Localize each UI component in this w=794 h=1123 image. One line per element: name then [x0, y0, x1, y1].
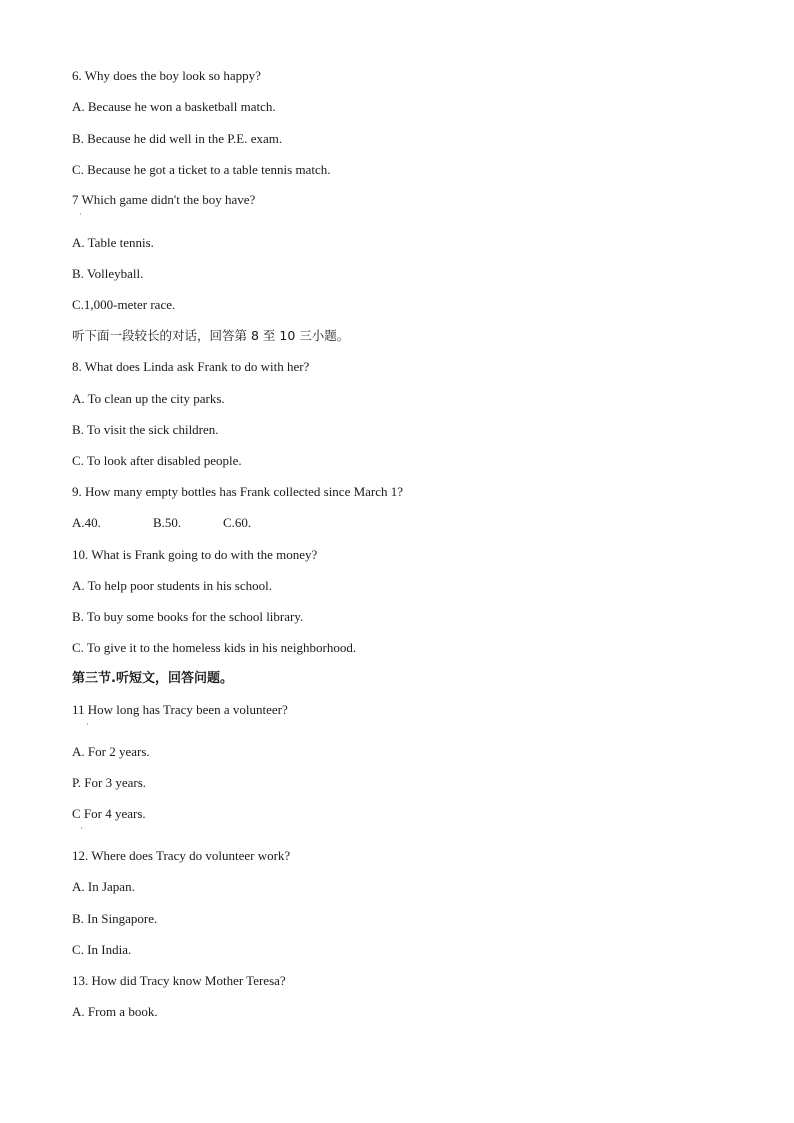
question-13-option-a: A. From a book.: [72, 1004, 158, 1019]
question-6: 6. Why does the boy look so happy?: [72, 68, 261, 83]
question-12: 12. Where does Tracy do volunteer work?: [72, 848, 291, 863]
question-8-option-b: B. To visit the sick children.: [72, 422, 219, 437]
question-11-option-b: P. For 3 years.: [72, 775, 147, 790]
question-10-option-a: A. To help poor students in his school.: [72, 578, 272, 593]
scan-dot: ·: [79, 210, 82, 219]
question-9-option-b: B.50.: [153, 515, 182, 530]
question-9-option-c: C.60.: [223, 515, 252, 530]
question-8: 8. What does Linda ask Frank to do with her?: [72, 359, 310, 374]
question-9: 9. How many empty bottles has Frank collected since March 1?: [72, 484, 404, 499]
question-6-option-b: B. Because he did well in the P.E. exam.: [72, 131, 283, 146]
scan-dot: ·: [86, 720, 89, 729]
question-7-option-c: C.1,000-meter race.: [72, 297, 176, 312]
question-10-option-b: B. To buy some books for the school library.: [72, 609, 304, 624]
question-12-option-c: C. In India.: [72, 942, 132, 957]
question-7: 7 Which game didn't the boy have?: [72, 192, 256, 207]
question-10-option-c: C. To give it to the homeless kids in his neighborhood.: [72, 640, 357, 655]
question-6-option-c: C. Because he got a ticket to a table tennis match.: [72, 162, 331, 177]
question-12-option-a: A. In Japan.: [72, 879, 135, 894]
question-9-option-a: A.40.: [72, 515, 101, 530]
question-6-option-a: A. Because he won a basketball match.: [72, 99, 276, 114]
question-10: 10. What is Frank going to do with the money?: [72, 547, 318, 562]
question-7-option-a: A. Table tennis.: [72, 235, 154, 250]
scan-dot: ·: [80, 824, 83, 833]
question-11-option-c: C For 4 years.: [72, 806, 146, 821]
question-13: 13. How did Tracy know Mother Teresa?: [72, 973, 286, 988]
question-7-option-b: B. Volleyball.: [72, 266, 144, 281]
section-instruction: 听下面一段较长的对话，回答第 8 至 10 三小题。: [72, 328, 350, 343]
question-11-option-a: A. For 2 years.: [72, 744, 150, 759]
question-8-option-a: A. To clean up the city parks.: [72, 391, 225, 406]
question-8-option-c: C. To look after disabled people.: [72, 453, 242, 468]
question-12-option-b: B. In Singapore.: [72, 911, 158, 926]
part-3-heading: 第三节.听短文，回答问题。: [72, 671, 233, 686]
question-11: 11 How long has Tracy been a volunteer?: [72, 702, 288, 717]
